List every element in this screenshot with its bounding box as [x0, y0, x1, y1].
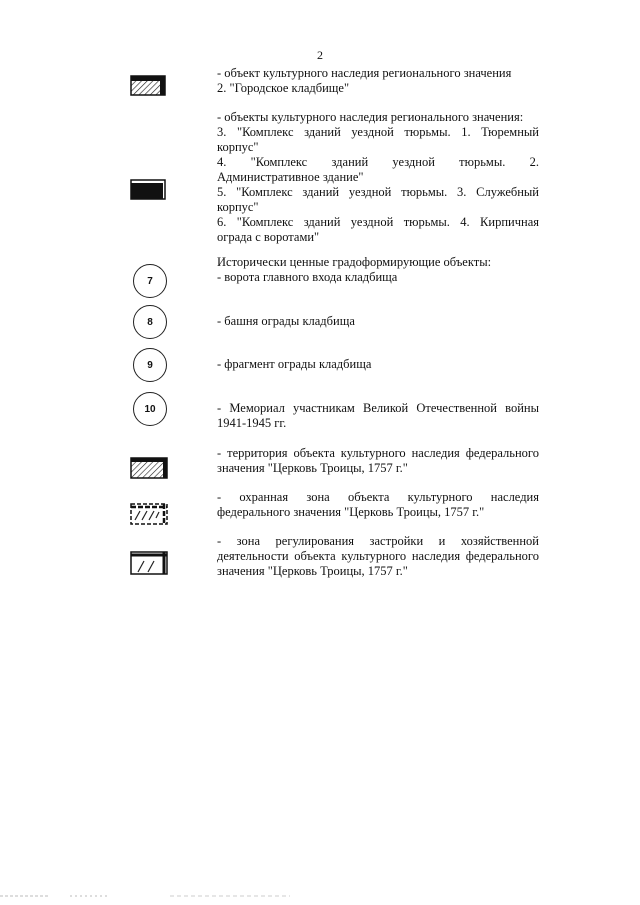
- text-line: 5. "Комплекс зданий уездной тюрьмы. 3. Служебный: [217, 185, 539, 199]
- marker-8-circle: [133, 305, 167, 339]
- entry-federal-territory: [217, 446, 539, 476]
- entry-cemetery-tower: [217, 314, 539, 329]
- entry-ww2-memorial: [217, 401, 539, 431]
- text-line: ограда с воротами": [217, 230, 320, 244]
- marker-7-label: 7: [147, 275, 153, 287]
- text-line: - Мемориал участникам Великой Отечественной войны: [217, 401, 539, 415]
- text-line: деятельности объекта культурного наследия федерального: [217, 549, 539, 563]
- federal-regulation-zone-icon: [130, 550, 170, 576]
- marker-9-circle: [133, 348, 167, 382]
- text-line: корпус": [217, 200, 259, 214]
- text-line: 3. "Комплекс зданий уездной тюрьмы. 1. Тюремный: [217, 125, 539, 139]
- text-line: - зона регулирования застройки и хозяйственной: [217, 534, 539, 548]
- text-line: 1941-1945 гг.: [217, 416, 287, 430]
- text-line: - ворота главного входа кладбища: [217, 270, 398, 284]
- text-line: 6. "Комплекс зданий уездной тюрьмы. 4. Кирпичная: [217, 215, 539, 229]
- entry-cemetery-fence-fragment: [217, 357, 539, 372]
- text-line: - башня ограды кладбища: [217, 314, 355, 328]
- marker-10-circle: [133, 392, 167, 426]
- entry-regional-prison-complex: [217, 110, 539, 245]
- section-heading: Исторически ценные градоформирующие объекты:: [217, 255, 492, 269]
- entry-federal-protection-zone: [217, 490, 539, 520]
- text-line: федерального значения "Церковь Троицы, 1757 г.": [217, 505, 485, 519]
- federal-protection-zone-icon: [130, 502, 170, 526]
- text-line: - объект культурного наследия регионального значения: [217, 66, 512, 80]
- text-line: 4. "Комплекс зданий уездной тюрьмы. 2.: [217, 155, 539, 169]
- regional-heritage-objects-icon: [130, 179, 168, 201]
- marker-7-circle: [133, 264, 167, 298]
- text-line: корпус": [217, 140, 259, 154]
- marker-10-label: 10: [144, 403, 156, 415]
- text-line: - объекты культурного наследия регионального значения:: [217, 110, 524, 124]
- text-line: - территория объекта культурного наследия федерального: [217, 446, 539, 460]
- marker-9-label: 9: [147, 359, 153, 371]
- entry-federal-regulation-zone: [217, 534, 539, 579]
- text-line: Административное здание": [217, 170, 364, 184]
- page-number: 2: [317, 48, 323, 62]
- scan-edge-marks: [0, 893, 640, 899]
- regional-heritage-territory-icon: [130, 75, 168, 97]
- text-line: значения "Церковь Троицы, 1757 г.": [217, 564, 408, 578]
- text-line: 2. "Городское кладбище": [217, 81, 350, 95]
- text-line: значения "Церковь Троицы, 1757 г.": [217, 461, 408, 475]
- federal-heritage-territory-icon: [130, 456, 170, 480]
- entry-historic-objects-heading: [217, 255, 539, 285]
- text-line: - охранная зона объекта культурного наследия: [217, 490, 539, 504]
- entry-regional-cemetery: [217, 66, 539, 96]
- marker-8-label: 8: [147, 316, 153, 328]
- text-line: - фрагмент ограды кладбища: [217, 357, 372, 371]
